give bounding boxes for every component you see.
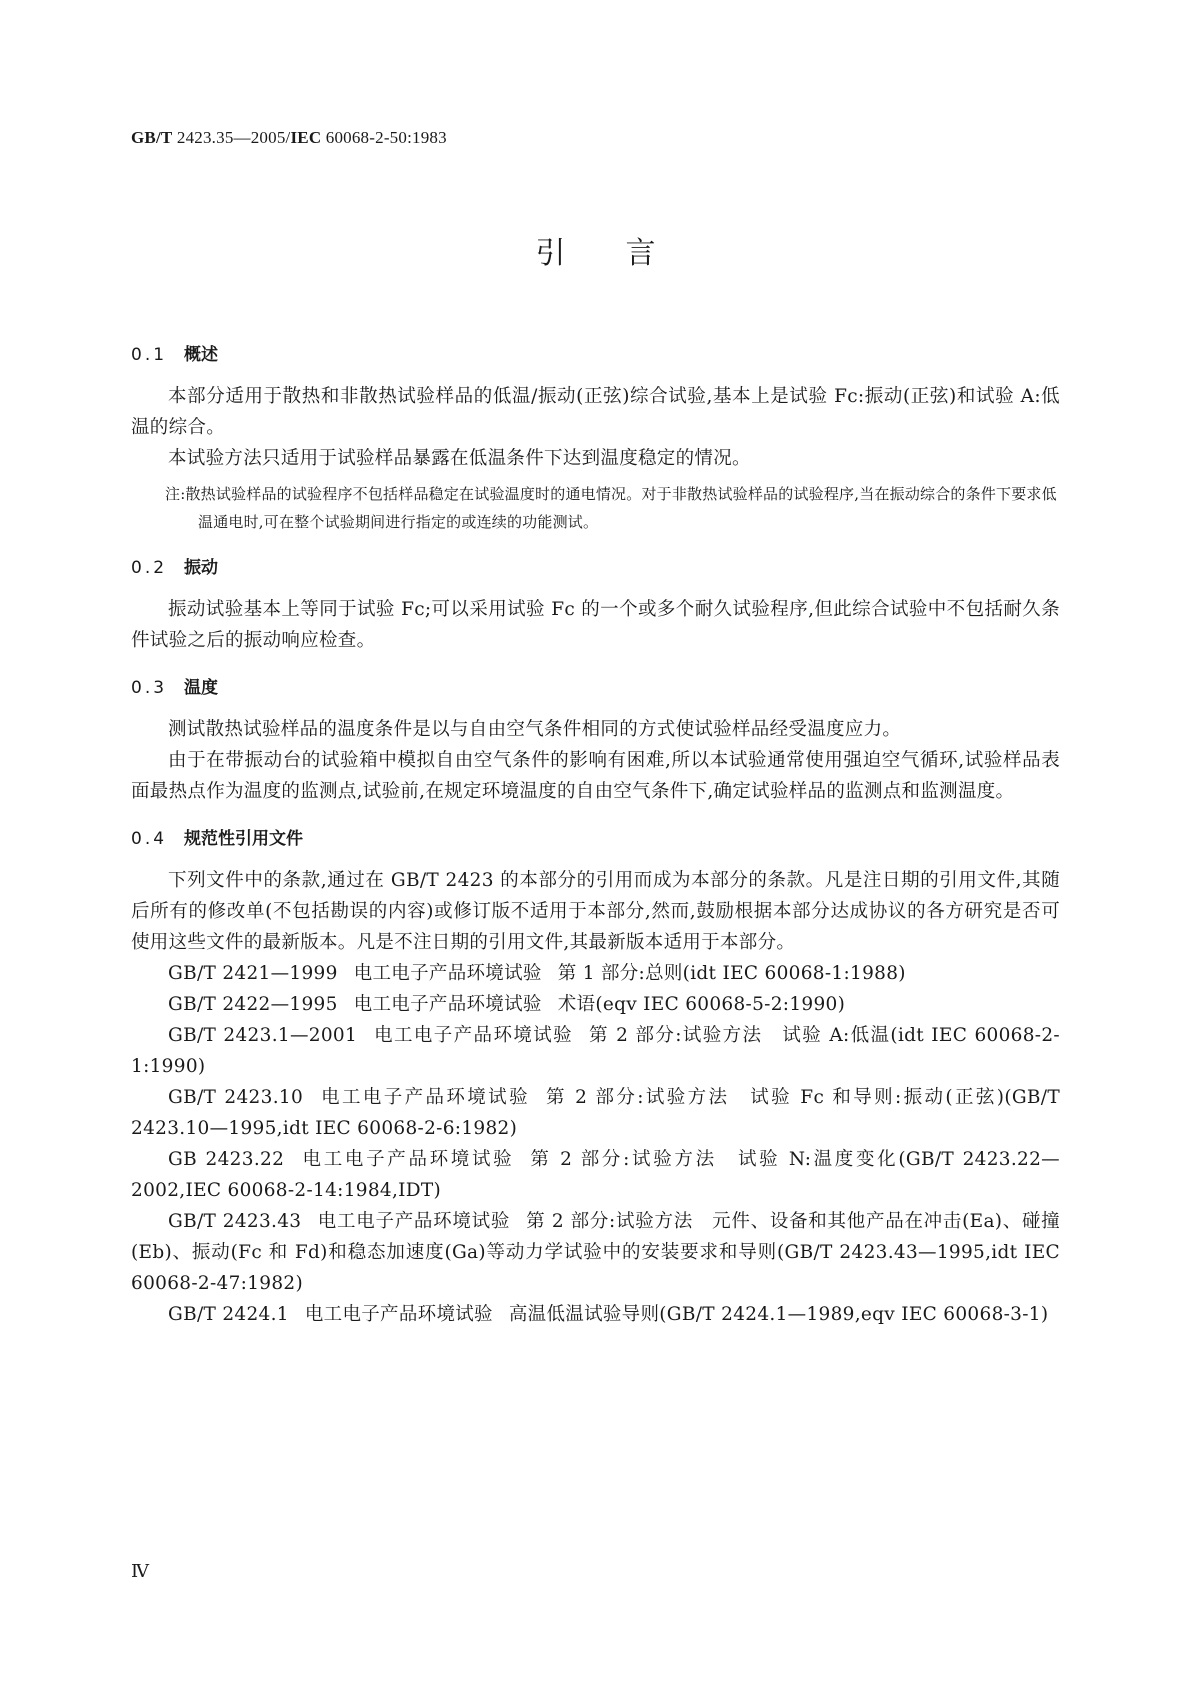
title-char-2: 言 [625, 236, 656, 271]
paragraph: 测试散热试验样品的温度条件是以与自由空气条件相同的方式使试验样品经受温度应力。 [168, 719, 902, 740]
document-body [131, 343, 1060, 1330]
paragraph: 本部分适用于散热和非散热试验样品的低温/振动(正弦)综合试验,基本上是试验 Fc:振动(正弦)和试验 A:低温的综合。 [131, 386, 1060, 438]
normative-reference: GB/T 2421—1999 电工电子产品环境试验 第 1 部分:总则(idt IEC 60068-1:1988) [168, 963, 906, 984]
normative-reference: GB/T 2423.43 电工电子产品环境试验 第 2 部分:试验方法 元件、设备和其他产品在冲击(Ea)、碰撞(Eb)、振动(Fc 和 Fd)和稳态加速度(Ga)等动力学试验中的安装要求和导则(GB/T 2423.43—1995,idt IEC 60068-2-47:1982) [131, 1211, 1060, 1294]
section-heading-0-2: 0.2 振动 [131, 558, 218, 578]
paragraph: 下列文件中的条款,通过在 GB/T 2423 的本部分的引用而成为本部分的条款。凡是注日期的引用文件,其随后所有的修改单(不包括勘误的内容)或修订版不适用于本部分,然而,鼓励根据本部分达成协议的各方研究是否可使用这些文件的最新版本。凡是不注日期的引用文件,其最新版本适用于本部分。 [131, 870, 1060, 953]
normative-reference: GB/T 2423.10 电工电子产品环境试验 第 2 部分:试验方法 试验 Fc 和导则:振动(正弦)(GB/T 2423.10—1995,idt IEC 60068-2-6:1982) [131, 1087, 1060, 1139]
std-number: 2423.35—2005/ [172, 128, 291, 147]
normative-reference: GB/T 2422—1995 电工电子产品环境试验 术语(eqv IEC 60068-5-2:1990) [168, 994, 846, 1015]
std-iec: IEC [290, 128, 322, 147]
normative-reference: GB/T 2423.1—2001 电工电子产品环境试验 第 2 部分:试验方法 试验 A:低温(idt IEC 60068-2-1:1990) [131, 1025, 1060, 1077]
page-title [0, 228, 1191, 272]
paragraph: 本试验方法只适用于试验样品暴露在低温条件下达到温度稳定的情况。 [168, 448, 751, 469]
std-prefix: GB/T [131, 128, 173, 147]
standard-number-header [131, 128, 447, 148]
section-heading-0-3: 0.3 温度 [131, 678, 218, 698]
section-heading-0-4: 0.4 规范性引用文件 [131, 829, 303, 849]
paragraph: 振动试验基本上等同于试验 Fc;可以采用试验 Fc 的一个或多个耐久试验程序,但此综合试验中不包括耐久条件试验之后的振动响应检查。 [131, 599, 1060, 651]
section-heading-0-1: 0.1 概述 [131, 345, 218, 365]
note: 注:散热试验样品的试验程序不包括样品稳定在试验温度时的通电情况。对于非散热试验样品的试验程序,当在振动综合的条件下要求低温通电时,可在整个试验期间进行指定的或连续的功能测试。 [165, 485, 1057, 531]
std-iec-number: 60068-2-50:1983 [321, 128, 447, 147]
page-number: Ⅳ [131, 1561, 149, 1581]
title-char-1: 引 [535, 236, 566, 271]
paragraph: 由于在带振动台的试验箱中模拟自由空气条件的影响有困难,所以本试验通常使用强迫空气循环,试验样品表面最热点作为温度的监测点,试验前,在规定环境温度的自由空气条件下,确定试验样品的监测点和监测温度。 [131, 750, 1060, 802]
normative-reference: GB 2423.22 电工电子产品环境试验 第 2 部分:试验方法 试验 N:温度变化(GB/T 2423.22—2002,IEC 60068-2-14:1984,IDT) [131, 1149, 1060, 1201]
normative-reference: GB/T 2424.1 电工电子产品环境试验 高温低温试验导则(GB/T 2424.1—1989,eqv IEC 60068-3-1) [168, 1304, 1049, 1325]
